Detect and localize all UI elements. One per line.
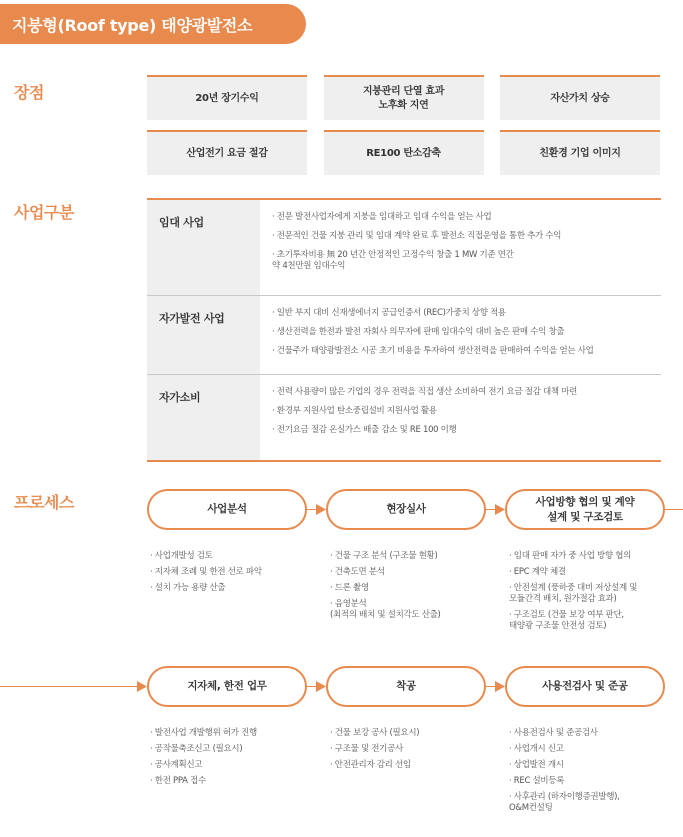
business-item: · 전기요금 절감 온실가스 배출 감소 및 RE 100 이행 — [272, 425, 457, 435]
business-item: · 초기투자비용 無 20 년간 안정적인 고정수익 창출 1 MW 기준 연간 약 4천만원 임대수익 — [272, 250, 514, 271]
list-item: · 음영분석 (최적의 배치 및 설치각도 산출) — [330, 599, 441, 620]
process-step-contract-design-list — [509, 551, 683, 637]
business-row-body — [260, 375, 661, 460]
arrow-right-icon — [316, 681, 326, 692]
merits-row — [147, 75, 660, 120]
list-item: · 설치 가능 용량 산출 — [150, 583, 226, 593]
business-label: 사업구분 — [14, 203, 74, 222]
connector-line — [0, 686, 140, 687]
process-step-analysis-list — [150, 551, 320, 599]
list-item: · 사용전검사 및 준공검사 — [509, 728, 598, 738]
list-item: · 지자체 조례 및 한전 선로 파악 — [150, 567, 262, 577]
list-item: · 상업발전 개시 — [509, 760, 564, 770]
list-item: · 공작물축조신고 (필요시) — [150, 744, 243, 754]
process-step-construction-list — [330, 728, 500, 776]
business-row-head: 자가발전 사업 — [147, 296, 260, 374]
process-step-analysis: 사업분석 — [147, 489, 307, 530]
list-item: · 사업개시 신고 — [509, 744, 564, 754]
business-row-self-generation — [147, 296, 661, 375]
arrow-right-icon — [316, 504, 326, 515]
process-step-inspection-completion-list — [509, 728, 683, 819]
merit-cell: 친환경 기업 이미지 — [500, 130, 660, 175]
arrow-right-icon — [137, 681, 147, 692]
merit-cell: 자산가치 상승 — [500, 75, 660, 120]
list-item: · 임대 판매 자가 중 사업 방향 협의 — [509, 551, 632, 561]
merit-cell: 산업전기 요금 절감 — [147, 130, 307, 175]
merit-cell: 지붕관리 단열 효과 노후화 지연 — [324, 75, 484, 120]
business-item: · 환경부 지원사업 탄소중립설비 지원사업 활용 — [272, 406, 437, 416]
page-title: 지붕형(Roof type) 태양광발전소 — [0, 4, 306, 44]
list-item: · 드론 촬영 — [330, 583, 369, 593]
list-item: · 건축도면 분석 — [330, 567, 385, 577]
merit-cell: RE100 탄소감축 — [324, 130, 484, 175]
list-item: · REC 설비등록 — [509, 776, 565, 786]
process-step-site-survey-list — [330, 551, 500, 626]
business-row-lease — [147, 200, 661, 296]
list-item: · 발전사업 개발행위 허가 진행 — [150, 728, 257, 738]
list-item: · 사후관리 (하자이행증권발행), O&M컨설팅 — [509, 792, 620, 813]
list-item: · EPC 계약 체결 — [509, 567, 566, 577]
arrow-right-icon — [495, 504, 505, 515]
process-step-construction: 착공 — [326, 666, 486, 707]
process-step-inspection-completion: 사용전검사 및 준공 — [505, 666, 665, 707]
list-item: · 공사계획신고 — [150, 760, 203, 770]
merits-row — [147, 130, 660, 175]
process-label: 프로세스 — [14, 493, 74, 512]
merit-cell: 20년 장기수익 — [147, 75, 307, 120]
list-item: · 사업개발성 검토 — [150, 551, 213, 561]
list-item: · 안전관리자 감리 선임 — [330, 760, 411, 770]
merits-label: 장점 — [14, 83, 44, 102]
list-item: · 한전 PPA 접수 — [150, 776, 206, 786]
business-item: · 전문적인 건물 지붕 관리 및 임대 계약 완료 후 발전소 직접운영을 통한 추가 수익 — [272, 231, 562, 241]
business-row-self-consumption — [147, 375, 661, 460]
list-item: · 구조검토 (건물 보강 여부 판단, 태양광 구조물 안전성 검토) — [509, 610, 624, 631]
process-step-permits-list — [150, 728, 320, 792]
business-row-body — [260, 296, 661, 374]
business-item: · 전력 사용량이 많은 기업의 경우 전력을 직접 생산 소비하여 전기 요금 절감 대책 마련 — [272, 387, 578, 397]
connector-line — [665, 509, 683, 510]
list-item: · 구조물 및 전기공사 — [330, 744, 403, 754]
list-item: · 건물 보강 공사 (필요시) — [330, 728, 420, 738]
business-item: · 전문 발전사업자에게 지붕을 임대하고 임대 수익을 얻는 사업 — [272, 212, 492, 222]
business-item: · 생산전력을 한전과 발전 자회사 의무자에 판매 임대수익 대비 높은 판매 수익 창출 — [272, 327, 565, 337]
process-step-site-survey: 현장실사 — [326, 489, 486, 530]
list-item: · 건물 구조 분석 (구조물 현황) — [330, 551, 438, 561]
merits-grid — [147, 75, 660, 185]
business-row-head: 자가소비 — [147, 375, 260, 460]
process-step-permits: 지자체, 한전 업무 — [147, 666, 307, 707]
process-step-contract-design: 사업방향 협의 및 계약 설계 및 구조검토 — [505, 489, 665, 530]
arrow-right-icon — [495, 681, 505, 692]
business-item: · 일반 부지 대비 신재생에너지 공급인증서 (REC)가중치 상향 적용 — [272, 308, 506, 318]
list-item: · 안전설계 (풍하중 대비 저상설계 및 모듈간격 배치, 원가절감 효과) — [509, 583, 638, 604]
business-table — [147, 198, 661, 462]
business-item: · 건물주가 태양광발전소 시공 초기 비용을 투자하여 생산전력을 판매하여 수익을 얻는 사업 — [272, 346, 594, 356]
business-row-body — [260, 200, 661, 295]
business-row-head: 임대 사업 — [147, 200, 260, 295]
